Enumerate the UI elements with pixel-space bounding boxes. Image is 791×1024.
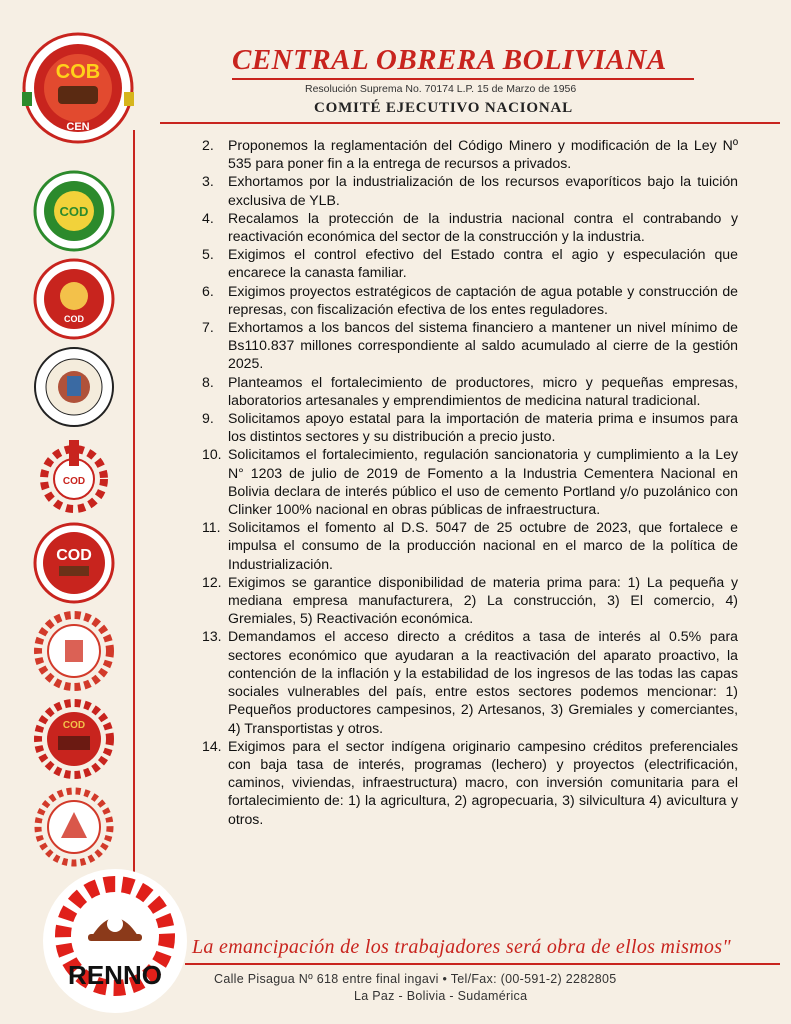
cod-chuquisaca-logo <box>33 610 115 692</box>
cod-santa-cruz-logo <box>33 522 115 604</box>
list-item: 12. Exigimos se garantice disponibilidad de materia prima para: 1) La pequeña y mediana empresa manufacturera, 2) La construcción, 3) El comercio, 4) Gremiales, 5) Reactivación económica. <box>202 573 738 627</box>
footer-rule <box>185 963 780 965</box>
list-item: 9. Solicitamos apoyo estatal para la importación de materia prima e insumos para los distintos sectores y su distribución a precio justo. <box>202 410 738 445</box>
cod-tarija-logo <box>33 698 115 780</box>
cod-oruro-logo <box>33 258 115 340</box>
header-divider <box>160 122 780 124</box>
city-text: La Paz - Bolivia - Sudamérica <box>354 989 528 1003</box>
motto-text: La emancipación de los trabajadores será obra de ellos mismos" <box>192 936 732 958</box>
demands-list <box>202 136 738 828</box>
committee-title: COMITÉ EJECUTIVO NACIONAL <box>314 100 573 116</box>
list-item: 10. Solicitamos el fortalecimiento, regulación sancionatoria y cumplimiento a la Ley N° 1203 de julio de 2019 de Fomento a la Industria Cementera Nacional en Bolivia declara de interés público el uso de cemento Portland y/o puzolánico con Clinker 100% nacional en obras públicas de infraestructura. <box>202 446 738 518</box>
renno-watermark-logo <box>40 866 190 1016</box>
list-item: 6. Exigimos proyectos estratégicos de captación de agua potable y construcción de represas, con fiscalización efectiva de los entes reguladores. <box>202 282 738 317</box>
resolution-text: Resolución Suprema No. 70174 L.P. 15 de Marzo de 1956 <box>305 83 577 95</box>
address-text: Calle Pisagua Nº 618 entre final ingavi • Tel/Fax: (00-591-2) 2282805 <box>214 972 617 986</box>
list-item: 5. Exigimos el control efectivo del Estado contra el agio y especulación que encarece la canasta familiar. <box>202 246 738 281</box>
cod-gear-logo <box>33 434 115 516</box>
organization-title: CENTRAL OBRERA BOLIVIANA <box>232 44 667 76</box>
cod-la-paz-logo-text: COD <box>59 204 89 219</box>
cod-potosi-logo <box>33 786 115 868</box>
cod-santa-cruz-logo-text: COD <box>56 547 92 564</box>
cod-gear-logo-text: COD <box>62 476 86 487</box>
left-divider <box>133 130 135 920</box>
cen-logo-text: CEN <box>66 121 90 133</box>
cod-tarija-logo-text: COD <box>62 720 86 731</box>
list-item: 7. Exhortamos a los bancos del sistema financiero a mantener un nivel mínimo de Bs110.837 millones correspondiente al saldo acumulado al cierre de la gestión 2025. <box>202 319 738 372</box>
list-item: 4. Recalamos la protección de la industria nacional contra el contrabando y reactivación económica del sector de la construcción y la industria. <box>202 209 738 245</box>
list-item: 14. Exigimos para el sector indígena originario campesino créditos preferenciales con baja tasa de interés, programas (lechero) y proyectos (electrificación, caminos, viviendas, infraestructura) macro, con inversión comunitaria para el fortalecimiento de: 1) la agricultura, 2) agropecuaria, 3) silvicultura 4) avicultura y otros. <box>202 737 738 827</box>
list-item: 3. Exhortamos por la industrialización de los recursos evaporíticos bajo la tuición exclusiva de YLB. <box>202 173 738 208</box>
renno-logo-text: RENNO <box>68 960 162 990</box>
cod-oruro-logo-text: COD <box>64 314 84 324</box>
list-item: 13. Demandamos el acceso directo a créditos a tasa de interés al 0.5% para sectores económico que ayudaran a la reactivación del aparato proactivo, la contención de la inflación y la estabilidad de los ingresos de las todas las capas sociales vulnerables del país, entre estos sectores podemos mencionar: 1) Pequeños productores campesinos, 2) Artesanos, 3) Gremiales y comerciantes, 4) Transportistas y otros. <box>202 628 738 736</box>
cob-logo-text: COB <box>55 61 101 83</box>
header-rule <box>232 78 694 80</box>
list-item: 8. Planteamos el fortalecimiento de productores, micro y pequeñas empresas, laboratorios artesanales y emprendimientos de medicina natural tradicional. <box>202 373 738 408</box>
cod-cochabamba-logo <box>33 346 115 428</box>
list-item: 2. Proponemos la reglamentación del Código Minero y modificación de la Ley Nº 535 para poner fin a la entrega de recursos a privados. <box>202 137 738 172</box>
cod-la-paz-logo <box>33 170 115 252</box>
cob-main-logo <box>22 32 134 144</box>
list-item: 11. Solicitamos el fomento al D.S. 5047 de 25 octubre de 2023, que fortalece e impulsa el consumo de la producción nacional en el marco de la política de Industrialización. <box>202 519 738 572</box>
